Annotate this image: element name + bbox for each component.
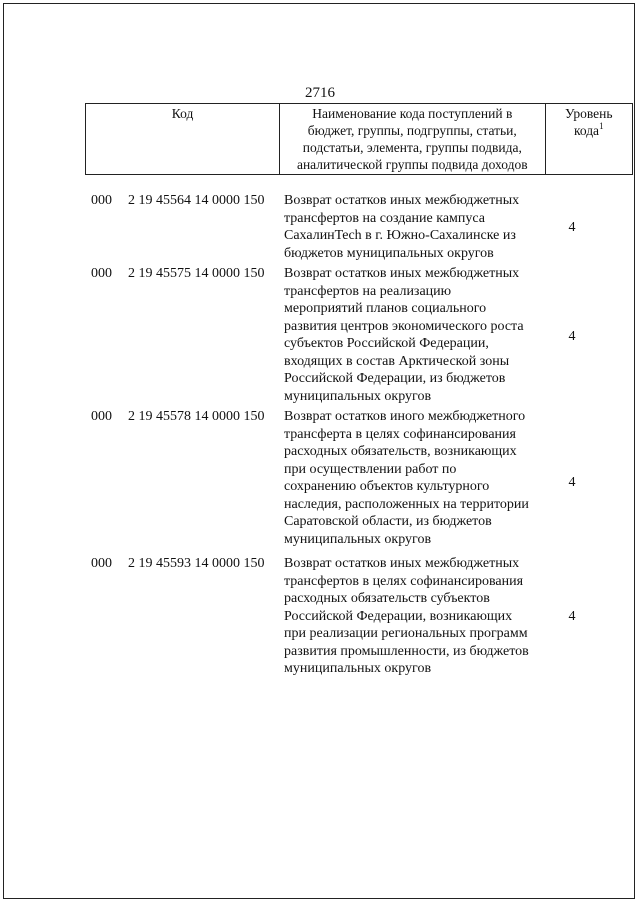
table-header: [85, 103, 633, 175]
admin-code: 000: [91, 193, 112, 208]
revenue-name: Возврат остатков иного межбюджетного трансферта в целях софинансирования расходных обязательств, возникающих при осуществлении работ по сохранению объектов культурного наследия, расположенных на территории Саратовской области, из бюджетов муниципальных округов: [284, 409, 529, 547]
revenue-code: 2 19 45575 14 0000 150: [128, 266, 265, 281]
revenue-code: 2 19 45564 14 0000 150: [128, 193, 265, 208]
revenue-code: 2 19 45593 14 0000 150: [128, 556, 265, 571]
code-level: 4: [568, 220, 576, 235]
revenue-code: 2 19 45578 14 0000 150: [128, 409, 265, 424]
revenue-name: Возврат остатков иных межбюджетных трансфертов на создание кампуса СахалинTech в г. Южно-Сахалинске из бюджетов муниципальных округов: [284, 193, 520, 261]
revenue-name: Возврат остатков иных межбюджетных трансфертов в целях софинансирования расходных обязательств субъектов Российской Федерации, возникающих при реализации региональных программ развития промышленности, из бюджетов муниципальных округов: [284, 556, 529, 676]
page-number: 2716: [305, 85, 335, 101]
footnote-marker: 1: [599, 121, 604, 131]
header-name: Наименование кода поступлений в бюджет, группы, подгруппы, статьи, подстатьи, элемента, группы подвида, аналитической группы подвида доходов: [280, 104, 545, 175]
code-level: 4: [568, 329, 576, 344]
admin-code: 000: [91, 409, 112, 424]
code-level: 4: [568, 475, 576, 490]
admin-code: 000: [91, 556, 112, 571]
code-level: 4: [568, 609, 576, 624]
header-code: Код: [86, 104, 280, 175]
admin-code: 000: [91, 266, 112, 281]
revenue-name: Возврат остатков иных межбюджетных трансфертов на реализацию мероприятий планов социального развития центров экономического роста субъектов Российской Федерации, входящих в состав Арктической зоны Российской Федерации, из бюджетов муниципальных округов: [284, 266, 524, 404]
header-level: Уровень кода$^1$: [545, 104, 632, 175]
